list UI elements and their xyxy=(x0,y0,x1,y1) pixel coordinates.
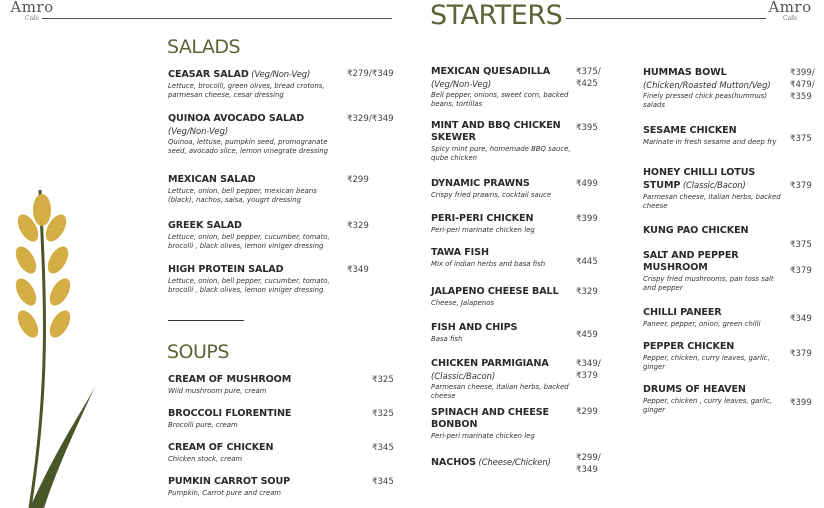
item-description: Chicken stock, cream xyxy=(168,455,243,463)
menu-item xyxy=(431,66,576,109)
section-title-soups: SOUPS xyxy=(167,341,229,363)
price-line: ₹349 xyxy=(576,465,598,475)
price-line: ₹375/ xyxy=(576,67,601,77)
item-name: SALT AND PEPPER MUSHROOM xyxy=(643,250,739,273)
menu-item xyxy=(431,247,576,269)
item-price xyxy=(576,66,601,90)
price-line: ₹329/₹349 xyxy=(347,114,394,124)
item-price xyxy=(347,264,369,276)
item-name: GREEK SALAD xyxy=(168,220,242,231)
section-title-salads: SALADS xyxy=(167,36,241,58)
item-description: Parmesan cheese, italian herbs, backed cheese xyxy=(643,193,781,210)
item-description: Lettuce, onion, bell pepper, cucumber, tomato, brocolli , black olives, lemon viniger dressing xyxy=(168,277,330,294)
item-description: Marinate in fresh sesame and deep fry xyxy=(643,138,777,146)
item-description: Basa fish xyxy=(431,335,463,343)
price-line: ₹325 xyxy=(372,409,394,419)
item-price xyxy=(576,286,598,298)
item-name: HIGH PROTEIN SALAD xyxy=(168,264,284,275)
brand-name: Amro xyxy=(10,0,54,16)
menu-item xyxy=(643,384,788,415)
item-price xyxy=(790,313,812,325)
menu-item xyxy=(168,442,340,464)
price-line: ₹445 xyxy=(576,257,598,267)
price-line: ₹499 xyxy=(576,179,598,189)
brand-name: Amro xyxy=(768,0,812,16)
item-name: TAWA FISH xyxy=(431,247,489,258)
item-description: Pepper, chicken, curry leaves, garlic, ginger xyxy=(643,354,770,371)
price-line: ₹425 xyxy=(576,79,598,89)
item-price xyxy=(790,67,815,103)
item-name: HONEY CHILLI LOTUS STUMP (Classic/Bacon) xyxy=(643,167,756,191)
item-name: QUINOA AVOCADO SALAD xyxy=(168,113,305,124)
price-line: ₹349 xyxy=(790,314,812,324)
price-line: ₹279/₹349 xyxy=(347,69,394,79)
item-description: Crispy fried mushrooms, pan toss salt and pepper xyxy=(643,275,774,292)
item-price xyxy=(790,348,812,360)
menu-item xyxy=(431,456,576,469)
item-name: CREAM OF CHICKEN xyxy=(168,442,274,453)
item-price xyxy=(347,68,394,80)
item-price xyxy=(372,476,394,488)
item-variant: (Veg/Non-Veg) xyxy=(431,79,492,89)
item-price xyxy=(347,174,369,186)
menu-item xyxy=(168,68,340,100)
item-name: DYNAMIC PRAWNS xyxy=(431,178,530,189)
item-description: Lettuce, onion, bell pepper, cucumber, tomato, brocolli , black olives, lemon viniger dressing xyxy=(168,233,330,250)
item-description: Peri-peri marinate chicken leg xyxy=(431,432,535,440)
menu-item xyxy=(431,286,576,308)
item-name: PERI-PERI CHICKEN xyxy=(431,213,534,224)
item-price xyxy=(576,406,598,418)
price-line: ₹299 xyxy=(347,175,369,185)
menu-item xyxy=(431,407,576,441)
menu-item xyxy=(431,358,576,401)
item-name: CHILLI PANEER xyxy=(643,307,722,318)
item-name: JALAPENO CHEESE BALL xyxy=(431,286,559,297)
item-name: KUNG PAO CHICKEN xyxy=(643,225,749,236)
item-name: SPINACH AND CHEESE BONBON xyxy=(431,407,549,430)
item-name: MEXICAN SALAD xyxy=(168,174,256,185)
item-description: Cheese, Jalapenos xyxy=(431,299,495,307)
price-line: ₹329 xyxy=(576,287,598,297)
menu-item xyxy=(431,120,576,163)
item-price xyxy=(790,180,812,192)
item-description: Parmesan cheese, italian herbs, backed cheese xyxy=(431,383,569,400)
price-line: ₹379 xyxy=(790,266,812,276)
price-line: ₹375 xyxy=(790,240,812,250)
item-price xyxy=(790,133,812,145)
item-price xyxy=(790,239,812,251)
item-price xyxy=(576,256,598,268)
item-name: CREAM OF MUSHROOM xyxy=(168,374,292,385)
menu-item xyxy=(168,113,340,156)
item-description: Crispy fried prawns, cocktail sauce xyxy=(431,191,552,199)
menu-item xyxy=(168,374,340,396)
price-line: ₹479/ xyxy=(790,80,815,90)
item-description: Brocolli pure, cream xyxy=(168,421,238,429)
menu-item xyxy=(643,225,788,237)
menu-item xyxy=(643,307,788,329)
item-price xyxy=(790,265,812,277)
menu-item xyxy=(168,264,340,295)
menu-item xyxy=(168,174,340,205)
brand-sub: Cafe xyxy=(25,15,39,22)
item-name: MINT AND BBQ CHICKEN SKEWER xyxy=(431,120,561,143)
item-name: DRUMS OF HEAVEN xyxy=(643,384,746,395)
item-name: HUMMAS BOWL xyxy=(643,67,727,78)
item-description: Quinoa, lettuse, pumpkin seed, promogranate seed, avocado slice, lemon vinegrate dressing xyxy=(168,138,329,155)
item-price xyxy=(372,442,394,454)
item-price xyxy=(576,122,598,134)
item-description: Wild mushroom pure, cream xyxy=(168,387,267,395)
section-divider xyxy=(168,320,244,321)
header-rule xyxy=(42,18,392,19)
item-description: Finely pressed chick peas(hummus) salads xyxy=(643,92,768,109)
price-line: ₹359 xyxy=(790,92,812,102)
item-price xyxy=(372,408,394,420)
price-line: ₹299 xyxy=(576,407,598,417)
item-variant: (Chicken/Roasted Mutton/Veg) xyxy=(643,80,771,90)
menu-item xyxy=(168,408,340,430)
item-variant: (Classic/Bacon) xyxy=(431,371,496,381)
price-line: ₹349 xyxy=(347,265,369,275)
item-description: Spicy mint pure, homemade BBQ sauce, qube chicken xyxy=(431,145,571,162)
menu-item xyxy=(643,125,788,147)
header-rule xyxy=(566,18,766,19)
page-title-starters: STARTERS xyxy=(430,0,563,31)
item-description: Paneer, pepper, onion, green chilli xyxy=(643,320,761,328)
price-line: ₹325 xyxy=(372,375,394,385)
item-name: SESAME CHICKEN xyxy=(643,125,737,136)
menu-item xyxy=(431,213,576,235)
brand-sub: Cafe xyxy=(783,15,797,22)
price-line: ₹459 xyxy=(576,330,598,340)
item-name: CHICKEN PARMIGIANA xyxy=(431,358,549,369)
item-description: Mix of indian herbs and basa fish xyxy=(431,260,546,268)
brand-logo-right xyxy=(758,0,822,22)
menu-item xyxy=(168,220,340,251)
item-description: Bell pepper, onions, sweet corn, backed beans, tortillas xyxy=(431,91,569,108)
price-line: ₹395 xyxy=(576,123,598,133)
price-line: ₹345 xyxy=(372,477,394,487)
price-line: ₹399 xyxy=(576,214,598,224)
item-price xyxy=(347,220,369,232)
item-name: BROCCOLI FLORENTINE xyxy=(168,408,292,419)
item-price xyxy=(790,397,812,409)
menu-item xyxy=(431,178,576,200)
menu-item xyxy=(431,322,576,344)
price-line: ₹399/ xyxy=(790,68,815,78)
item-description: Pumpkin, Carrot pure and cream xyxy=(168,489,282,497)
item-price xyxy=(576,178,598,190)
menu-item xyxy=(643,167,788,211)
item-price xyxy=(576,213,598,225)
item-price xyxy=(372,374,394,386)
price-line: ₹399 xyxy=(790,398,812,408)
item-name: PUMKIN CARROT SOUP xyxy=(168,476,291,487)
price-line: ₹375 xyxy=(790,134,812,144)
item-name: CEASAR SALAD (Veg/Non-Veg) xyxy=(168,69,311,80)
item-name: FISH AND CHIPS xyxy=(431,322,518,333)
item-variant: (Veg/Non-Veg) xyxy=(248,69,311,79)
item-description: Lettuce, onion, bell pepper, mexican beans (black), nachos, salsa, yougrt dressing xyxy=(168,187,317,204)
item-description: Pepper, chicken , curry leaves, garlic, ginger xyxy=(643,397,772,414)
item-variant: (Cheese/Chicken) xyxy=(476,457,551,467)
price-line: ₹379 xyxy=(576,371,598,381)
item-price xyxy=(576,358,601,382)
price-line: ₹299/ xyxy=(576,453,601,463)
item-price xyxy=(576,329,598,341)
price-line: ₹329 xyxy=(347,221,369,231)
menu-item xyxy=(643,341,788,372)
item-name: MEXICAN QUESADILLA xyxy=(431,66,551,77)
wheat-illustration xyxy=(0,180,110,508)
item-description: Lettuce, brocolli, green olives, bread crotons, parmesan cheese, cesar dressing xyxy=(168,82,325,99)
item-variant: (Veg/Non-Veg) xyxy=(168,126,229,136)
menu-item xyxy=(643,67,788,110)
item-price xyxy=(576,452,601,476)
price-line: ₹349/ xyxy=(576,359,601,369)
price-line: ₹345 xyxy=(372,443,394,453)
menu-item xyxy=(168,476,340,498)
item-description: Peri-peri marinate chicken leg xyxy=(431,226,535,234)
price-line: ₹379 xyxy=(790,349,812,359)
item-price xyxy=(347,113,394,125)
price-line: ₹379 xyxy=(790,181,812,191)
item-variant: (Classic/Bacon) xyxy=(680,180,746,190)
menu-item xyxy=(643,250,788,293)
item-name: PEPPER CHICKEN xyxy=(643,341,735,352)
item-name: NACHOS (Cheese/Chicken) xyxy=(431,457,551,468)
